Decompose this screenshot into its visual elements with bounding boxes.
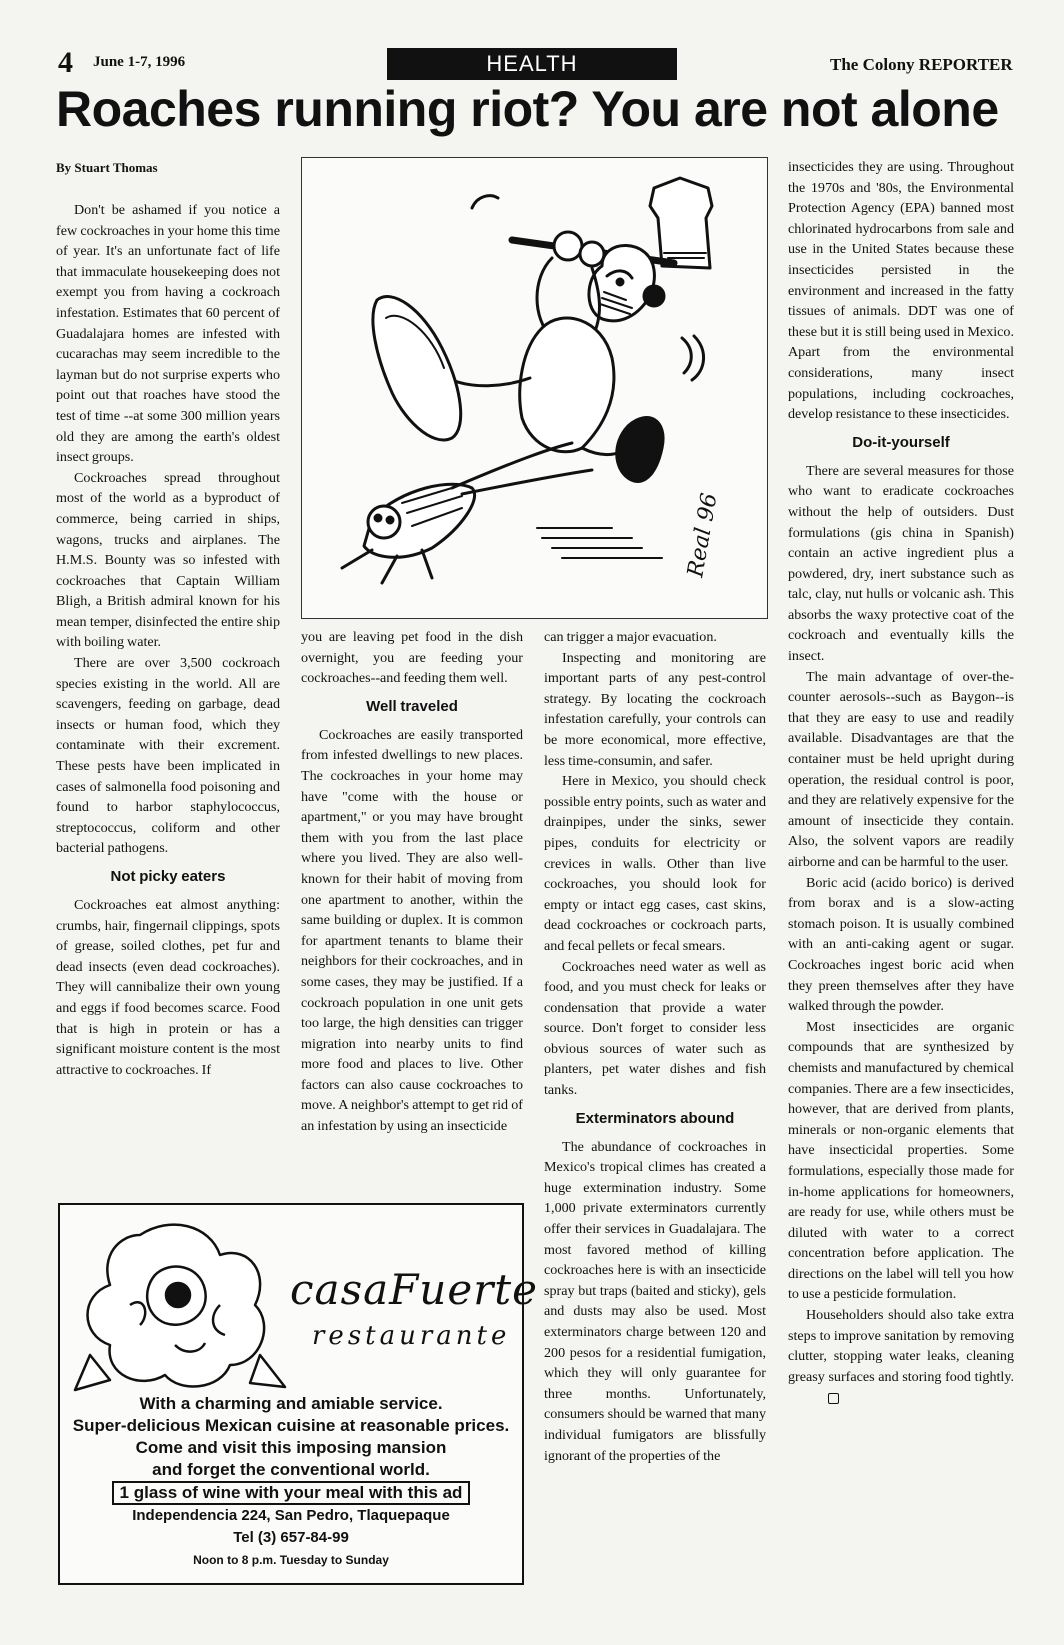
newspaper-name: The Colony REPORTER xyxy=(830,55,1013,74)
ad-address: Independencia 224, San Pedro, Tlaquepaque xyxy=(132,1507,450,1524)
paragraph: Boric acid (acido borico) is derived from borax and is a slow-acting stomach poison. It is usually combined with an anti-caking agent or sugar. Cockroaches ingest boric acid when they preen themselves after they have walked through the powder. xyxy=(788,874,1014,1015)
article-column-3 xyxy=(544,627,766,1466)
paragraph: Don't be ashamed if you notice a few cockroaches in your home this time of year. It's an unfortunate fact of life that immaculate housekeeping does not exempt you from having a cockroach infestation. Estimates that 60 percent of Guadalajara homes are infested with cucarachas may seem incredible to the layman but do not surprise experts who point out that roaches have stood the test of time --at some 300 million years old they are among the earth's oldest insect groups. xyxy=(56,202,280,466)
ad-offer: 1 glass of wine with your meal with this ad xyxy=(112,1481,471,1505)
end-mark-icon xyxy=(828,1393,839,1404)
subheading: Exterminators abound xyxy=(575,1109,735,1127)
ad-text-block xyxy=(60,1393,522,1571)
section-label: HEALTH xyxy=(387,48,677,80)
paragraph: The abundance of cockroaches in Mexico's tropical climes has created a huge extermination industry. Some 1,000 private exterminators currently offer their services in Guadalajara. The most favored method of killing cockroaches here is with an insecticide spray but traps (baited and sticky), gels and dusts may also be used. Most exterminators charge between 120 and 200 pesos for a residential fumigation, which they will only guarantee for three months. Unfortunately, consumers should be warned that many individual fumigators are blissfully ignorant of the properties of the xyxy=(544,1138,766,1464)
paragraph: Cockroaches are easily transported from infested dwellings to new places. The cockroaches in your home may have "come with the house or apartment," or you may have brought them with you from the last place where you lived. They are also well-known for their habit of moving from one apartment to another, within the same building or duplex. It is common for apartment tenants to blame their neighbors for their cockroaches, and in some cases, they may be justified. If a cockroach population in one unit gets too large, the high densities can trigger migration into nearby units to find more food and places to live. Other factors can also cause cockroaches to move. A neighbor's attempt to get rid of an infestation by using an insecticide xyxy=(301,726,523,1135)
cartoon-drawing xyxy=(302,158,767,618)
issue-date: June 1-7, 1996 xyxy=(93,54,186,70)
ad-line: With a charming and amiable service. xyxy=(139,1394,443,1413)
subheading: Well traveled xyxy=(366,697,458,715)
paragraph: There are over 3,500 cockroach species existing in the world. All are scavengers, feeding on garbage, dead insects or human food, which they contaminate with their excrement. These pests have been implicated in cases of salmonella food poisoning and found to harbor staphylococcus, streptococcus, coliform and other bacterial pathogens. xyxy=(56,655,280,857)
rose-icon xyxy=(70,1215,290,1395)
cartoon-signature: Real 96 xyxy=(683,491,723,580)
page-number: 4 xyxy=(58,46,73,79)
paragraph: you are leaving pet food in the dish overnight, you are feeding your cockroaches--and feeding them well. xyxy=(301,629,523,687)
article-column-1 xyxy=(56,200,280,1080)
cartoon-illustration xyxy=(301,157,768,619)
restaurant-advertisement xyxy=(58,1203,539,1585)
paragraph: Cockroaches spread throughout most of the world as a byproduct of commerce, being carried in ships, wagons, trucks and airplanes. The H.M.S. Bounty was so infested with cockroaches that Captain William Bligh, a British admiral known for his mean temper, disinfected the entire ship with boiling water. xyxy=(56,469,280,651)
byline: By Stuart Thomas xyxy=(56,160,158,175)
headline: Roaches running riot? You are not alone xyxy=(56,81,999,137)
ad-hours: Noon to 8 p.m. Tuesday to Sunday xyxy=(193,1553,389,1567)
subheading: Not picky eaters xyxy=(110,868,226,885)
subheading: Do-it-yourself xyxy=(852,433,950,451)
paragraph: Most insecticides are organic compounds that are synthesized by chemists and manufactured by chemical companies. There are a few insecticides, however, that are derived from plants, minerals or non-organic elements that have insecticidal properties. Some formulations, especially those made for in-home applications for homeowners, are ready for use, while others must be diluted with water to a correct concentration before application. The directions on the label will tell you how to use a pesticide formulation. xyxy=(788,1018,1014,1303)
paragraph: The main advantage of over-the-counter aerosols--such as Baygon--is that they are easy to use and readily available. Disadvantages are that the container must be held upright during operation, the residual control is poor, and they are relatively expensive for the amount of insecticide they contain. Also, the solvent vapors are readily airborne and can be harmful to the user. xyxy=(788,668,1014,870)
article-column-2 xyxy=(301,627,523,1137)
paragraph: Cockroaches need water as well as food, and you must check for leaks or condensation that provide a water source. Don't forget to consider less obvious sources of water such as planters, pet water dishes and fish tanks. xyxy=(544,958,766,1099)
ad-line: Super-delicious Mexican cuisine at reasonable prices. xyxy=(72,1416,510,1435)
paragraph: insecticides they are using. Throughout the 1970s and '80s, the Environmental Protection Agency (EPA) banned most chlorinated hydrocarbons from sale and use in the United States because these insecticides persisted in the environment and increased in the fatty tissues of animals. DDT was one of these but it is still being used in Mexico. Apart from the environmental considerations, many insect populations, including cockroaches, develop resistance to these insecticides. xyxy=(788,159,1014,423)
ad-logo: casaFuerte xyxy=(290,1265,539,1314)
paragraph: can trigger a major evacuation. xyxy=(544,629,717,645)
ad-line: and forget the conventional world. xyxy=(152,1460,430,1479)
paragraph: Here in Mexico, you should check possible entry points, such as water and drainpipes, under the sinks, sewer pipes, conduits for electricity or crevices in walls. Other than live cockroaches, you should look for empty or intact egg cases, cast skins, dead cockroaches or cockroach parts, and fecal pellets or fecal smears. xyxy=(544,773,766,954)
paragraph: Inspecting and monitoring are important parts of any pest-control strategy. By locating the cockroach infestation carefully, your controls can be more economical, more effective, less time-consumin, and safer. xyxy=(544,649,766,769)
ad-phone: Tel (3) 657-84-99 xyxy=(233,1529,349,1546)
paragraph: There are several measures for those who want to eradicate cockroaches without the help of outsiders. Dust formulations (gis china in Spanish) contain an active ingredient plus a powdered, dry, inert substance such as talc, clay, nut hulls or volcanic ash. This absorbs the waxy protective coat of the cockroach and eventually kills the insect. xyxy=(788,462,1014,665)
paragraph-text: Householders should also take extra steps to improve sanitation by removing clutter, stopping water leaks, cleaning greasy surfaces and storing food tightly. xyxy=(788,1307,1014,1385)
ad-line: Come and visit this imposing mansion xyxy=(135,1438,447,1457)
paragraph xyxy=(788,1305,1014,1408)
paragraph: Cockroaches eat almost anything: crumbs, hair, fingernail clippings, spots of grease, soiled clothes, pet fur and dead insects (even dead cockroaches). They will cannibalize their own young and eggs if food becomes scarce. Food that is high in protein or has a significant moisture content is the most attractive to cockroaches. If xyxy=(56,897,280,1078)
ad-logo-subtitle: restaurante xyxy=(312,1321,511,1351)
article-column-4 xyxy=(788,157,1014,1408)
